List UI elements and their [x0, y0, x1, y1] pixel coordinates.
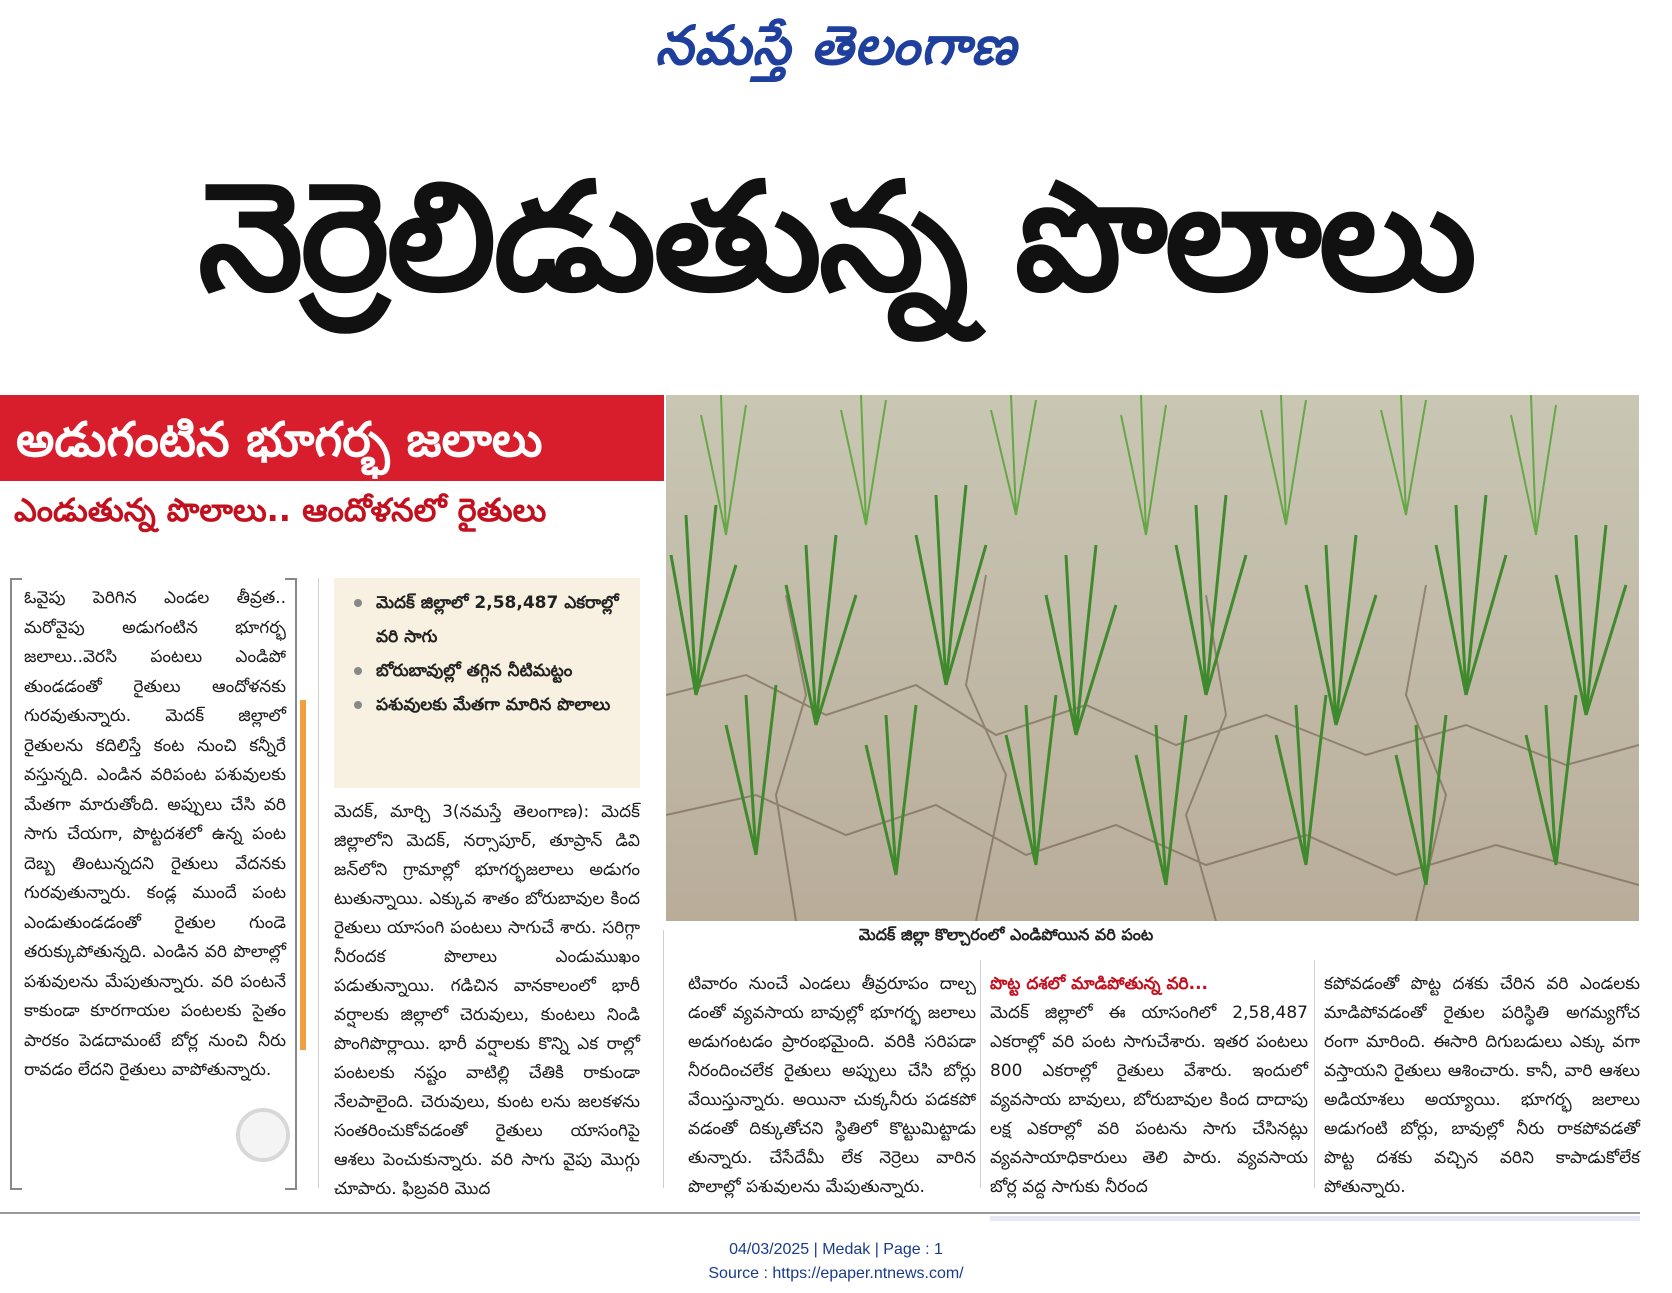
bullet-icon — [354, 701, 362, 709]
bullet-icon — [354, 667, 362, 675]
footer-source-link[interactable]: Source : https://epaper.ntnews.com/ — [708, 1265, 964, 1282]
article-column-2: టివారం నుంచే ఎండలు తీవ్రరూపం దాల్చ డంతో వ్యవసాయ బావుల్లో భూగర్భ జలాలు అడుగంటడం ప్రారంభమైంది. వరికి సరిపడా నీరందించలేక రైతులు అప్పులు చేసి బోర్లు వేయిస్తున్నారు. అయినా చుక్కనీరు పడకపో వడంతో దిక్కుతోచని స్థితిలో కొట్టుమిట్టాడు తున్నారు. చేసేదేమీ లేక నెర్రెలు వారిన పొలాల్లో పశువులను మేపుతున్నారు. — [688, 974, 976, 1197]
headline — [0, 118, 1672, 368]
kicker-box — [0, 395, 664, 562]
decorative-circle — [236, 1108, 290, 1162]
column-divider — [1314, 960, 1315, 1188]
highlight-item: మెదక్ జిల్లాలో 2,58,487 ఎకరాల్లో వరి సాగు — [334, 586, 640, 654]
sidebar-text: ఓవైపు పెరిగిన ఎండల తీవ్రత.. మరోవైపు అడుగంటిన భూగర్భ జలాలు..వెరసి పంటలు ఎండిపో తుండడంతో రైతులు ఆందోళనకు గురవుతున్నారు. మెదక్ జిల్లాలో రైతులను కదిలిస్తే కంట నుంచి కన్నీరే వస్తున్నది. ఎండిన వరిపంట పశువులకు మేతగా మారుతోంది. అప్పులు చేసి వరి సాగు చేయగా, పొట్టదశలో ఉన్న పంట దెబ్బ తింటున్నదని రైతులు వేదనకు గురవుతున్నారు. కండ్ల ముందే పంట ఎండుతుండడంతో రైతుల గుండె తరుక్కుపోతున్నది. ఎండిన వరి పొలాల్లో పశువులను మేపుతున్నారు. వరి పంటనే కాకుండా కూరగాయల పంటలకు సైతం పారకం పెడదామంటే బోర్ల నుంచి నీరు రావడం లేదని రైతులు వాపోతున్నారు. — [24, 588, 286, 1080]
sidebar-bracket-right — [285, 578, 297, 1190]
dry-paddy-field-image — [666, 395, 1639, 921]
column-divider — [318, 578, 319, 1188]
article-column-1: మెదక్, మార్చి 3(నమస్తే తెలంగాణ): మెదక్ జిల్లాలోని మెదక్, నర్సాపూర్, తూప్రాన్ డివి జన్‌లోని గ్రామాల్లో భూగర్భజలాలు అడుగం టుతున్నాయి. ఎక్కువ శాతం బోరుబావుల కింద రైతులు యాసంగి పంటలు సాగుచే శారు. సరిగ్గా నీరందక పొలాలు ఎండుముఖం పడుతున్నాయి. గడిచిన వానకాలంలో భారీ వర్షాలకు జిల్లాలో చెరువులు, కుంటలు నిండి పొంగిపొర్లాయి. భారీ వర్షాలకు కొన్ని ఎక రాల్లో పంటలకు నష్టం వాటిల్లి చేతికి రాకుండా నేలపాలైంది. చెరువులు, కుంట లను జలకళను సంతరించుకోవడంతో రైతులు యాసంగిపై ఆశలు పెంచుకున్నారు. వరి సాగు వైపు మొగ్గు చూపారు. ఫిబ్రవరి మొద — [334, 802, 640, 1199]
footer — [0, 1238, 1672, 1286]
highlight-item: పశువులకు మేతగా మారిన పొలాలు — [334, 688, 640, 722]
photo-caption: మెదక్ జిల్లా కొల్చారంలో ఎండిపోయిన వరి పంట — [858, 925, 1154, 944]
news-photo — [666, 395, 1639, 921]
highlight-item: బోరుబావుల్లో తగ్గిన నీటిమట్టం — [334, 654, 640, 688]
subheading: పొట్ట దశలో మాడిపోతున్న వరి... — [990, 974, 1208, 994]
sidebar-accent-bar — [300, 700, 306, 1050]
footer-rule — [0, 1212, 1640, 1214]
newspaper-logo: నమస్తే తెలంగాణ — [655, 14, 1017, 77]
column-divider — [663, 930, 664, 1188]
footer-date-line: 04/03/2025 | Medak | Page : 1 — [729, 1241, 943, 1258]
subkicker-box — [0, 481, 664, 562]
article-column-3-text: మెదక్ జిల్లాలో ఈ యాసంగిలో 2,58,487 ఎకరాల్లో వరి పంట సాగుచేశారు. ఇతర పంటలు 800 ఎకరాల్లో రైతులు వేశారు. ఇందులో వ్యవసాయ బావులు, బోరుబావుల కింద దాదాపు లక్ష ఎకరాల్లో వరి పంటను సాగు చేసినట్లు వ్యవసాయాధికారులు తెలి పారు. వ్యవసాయ బోర్ల వద్ద సాగుకు నీరంద — [990, 1003, 1308, 1197]
bullet-icon — [354, 599, 362, 607]
headline-text: నెర్రెలిడుతున్న పొలాలు — [198, 151, 1474, 325]
masthead — [0, 0, 1672, 100]
column-divider — [980, 960, 981, 1188]
article-column-3 — [990, 970, 1308, 1202]
sidebar-bracket-left — [10, 578, 22, 1190]
highlights-box — [334, 578, 640, 788]
subkicker: ఎండుతున్న పొలాలు.. ఆందోళనలో రైతులు — [14, 491, 547, 529]
article-column-4: కపోవడంతో పొట్ట దశకు చేరిన వరి ఎండలకు మాడిపోవడంతో రైతుల పరిస్థితి అగమ్యగోచ రంగా మారింది. ఈసారి దిగుబడులు ఎక్కు వగా వస్తాయని రైతులు ఆశించారు. కానీ, వారి ఆశలు అడియాశలు అయ్యాయి. భూగర్భ జలాలు అడుగంటి బోర్లు, బావుల్లో నీరు రాకపోవడతో పొట్ట దశకు వచ్చిన వరిని కాపాడుకోలేక పోతున్నారు. — [1324, 974, 1640, 1197]
footer-accent-rule — [990, 1216, 1640, 1221]
kicker: అడుగంటిన భూగర్భ జలాలు — [16, 412, 543, 468]
